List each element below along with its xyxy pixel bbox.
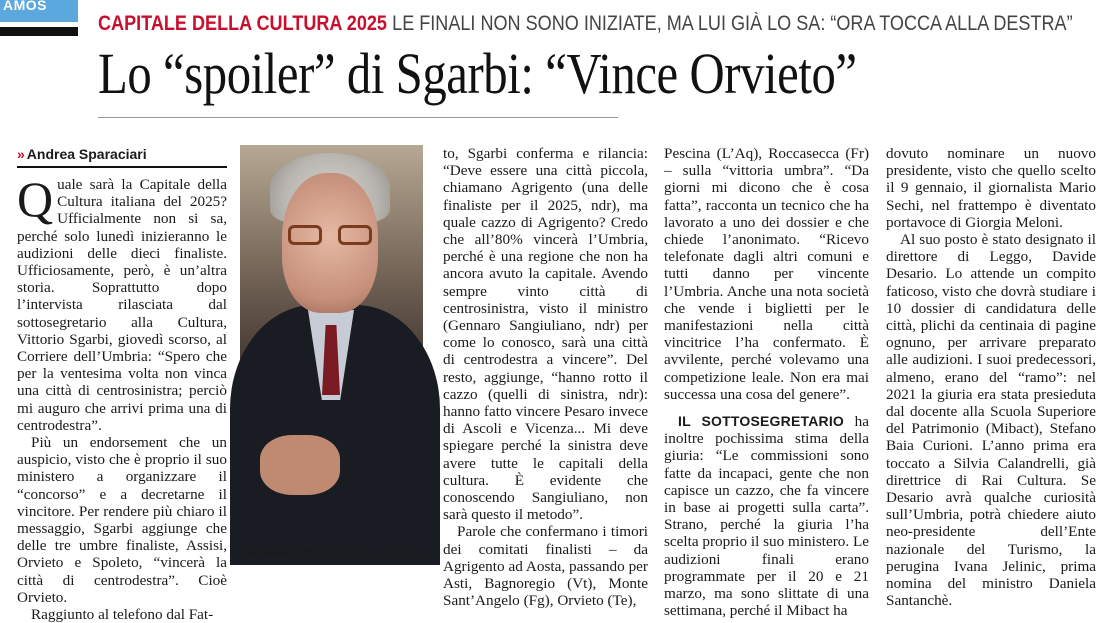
col2-p1: to, Sgarbi conferma e rilancia: “Deve essere una città piccola, chiamano Agrigento (una delle finaliste per il 2025, ndr), ma quale cazzo di Agrigento? Credo che all’80% vincerà l’Umbria, perché è una regione che non ha ancora avuto la capitale. Avendo sempre vinto città di centrosinistra, visto il ministro (Gennaro Sangiuliano, ndr) per come lo conosco, sarà una città di centrodestra a vincere”. Del resto, aggiunge, “hanno rotto il cazzo (quelli di sinistra, ndr): hanno fatto vincere Pesaro invece di Ascoli e Vicenza... Mi deve spiegare perché la sinistra deve avere tutte le capitali della cultura. È evidente che conoscendo Sangiuliano, non sarà questo il metodo”. [443,145,648,524]
section-tag-bar [0,27,78,36]
col4-p2: Al suo posto è stato designato il direttore di Leggo, Davide Desario. Lo attende un compito faticoso, visto che dovrà studiare i 10 dossier di candidatura delle città, plichi da centinaia di pagine ognuno, per arrivare preparato alle audizioni. I suoi predecessori, almeno, erano del “ramo”: nel 2021 la giuria era stata presieduta dal docente alla Scuola Superiore del Patrimonio (Mibact), Stefano Baia Curioni. L’anno prima era toccato a Silvia Calandrelli, già direttrice di Rai Cultura. Se Desario avrà qualche curiosità sull’Umbria, potrà chiedere aiuto neo-presidente dell’Ente nazionale del Turismo, la perugina Ivana Jelinic, prima nomina del ministro Daniela Santanchè. [886,231,1096,610]
col1-p3: Raggiunto al telefono dal Fat- [31,606,214,623]
caption-name: Vittorio Sgarbi [293,546,369,560]
col3-p1: Pescina (L’Aq), Roccasecca (Fr) – sulla “vittoria umbra”. “Da giorni mi dicono che è cosa fatta”, racconta un tecnico che ha lavorato a uno dei dossier e che chiede l’anonimato. “Ricevo telefonate dagli altri comuni e tutti danno per vincente l’Umbria. Anche una nota società che vende i biglietti per le manifestazioni nella città vincitrice l’ha confermato. È avvilente, perché volevamo una competizione leale. Non era mai successa una cosa del genere”. [664,145,869,403]
photo-hand [260,435,340,495]
article-column-4 [886,145,1096,610]
dropcap: Q [17,171,54,227]
col1-p1: uale sarà la Capitale della Cultura italiana del 2025? Ufficialmente non si sa, perché solo lunedì inizieranno le audizioni delle dieci finaliste. Ufficiosamente, però, è un’altra storia. Soprattutto dopo l’intervista rilasciata dal sottosegretario alla Cultura, Vittorio Sgarbi, giovedì scorso, al Corriere dell’Umbria: “Spero che per la ventesima volta non vinca una città di centrosinistra; perciò mi auguro che arrivi prima una di centrodestra”. [17,176,227,434]
sgarbi-photo [240,145,423,541]
article-column-1 [17,171,227,623]
photo-caption [240,546,425,560]
kicker-text: LE FINALI NON SONO INIZIATE, MA LUI GIÀ LO SA: “ORA TOCCA ALLA DESTRA” [392,12,1073,35]
paragraph [17,171,227,434]
photo-glasses [288,225,372,247]
col3-subhead: IL SOTTOSEGRETARIO [678,413,845,430]
caption-credit: LAPRESSE [371,549,425,560]
byline-author: Andrea Sparaciari [26,146,147,162]
byline [17,146,227,162]
byline-marker: » [17,146,25,162]
col3-p2: ha inoltre pochissima stima della giuria: “Le commissioni sono fatte da incapaci, gente che non capisce un cazzo, che fa vincere in base ai progetti sulla carta”. Strano, perché la giuria l’ha scelta proprio il suo ministero. Le audizioni finali erano programmate per il 20 e 21 marzo, ma sono slittate di una settimana, perché il Mibact ha [664,413,869,620]
caption-label: Indovino [240,546,290,560]
kicker [98,12,1073,36]
col4-p1: dovuto nominare un nuovo presidente, visto che quello scelto il 9 gennaio, il giornalista Mario Sechi, nel frattempo è diventato portavoce di Giorgia Meloni. [886,145,1096,231]
col3-paragraph-2 [664,413,869,619]
col2-p2: Parole che confermano i timori dei comitati finalisti – da Agrigento ad Aosta, passando per Asti, Bagnoregio (Vt), Monte Sant’Angelo (Fg), Orvieto (Te), [443,523,648,610]
headline-rule [98,117,618,118]
kicker-topic: CAPITALE DELLA CULTURA 2025 [98,12,387,35]
article-column-2 [443,145,648,610]
section-tag [0,0,78,22]
section-tag-label: AMOS [3,0,47,13]
byline-rule [17,166,227,168]
col1-p2: Più un endorsement che un auspicio, visto che è proprio il suo ministero a organizzare il “concorso” e a decretarne il vincitore. Per rendere più chiaro il messaggio, Sgarbi aggiunge che delle tre umbre finaliste, Assisi, Orvieto e Spoleto, “vincerà la città di centrodestra”. Cioè Orvieto. [17,434,227,606]
headline: Lo “spoiler” di Sgarbi: “Vince Orvieto” [98,41,857,106]
article-column-3 [664,145,869,620]
